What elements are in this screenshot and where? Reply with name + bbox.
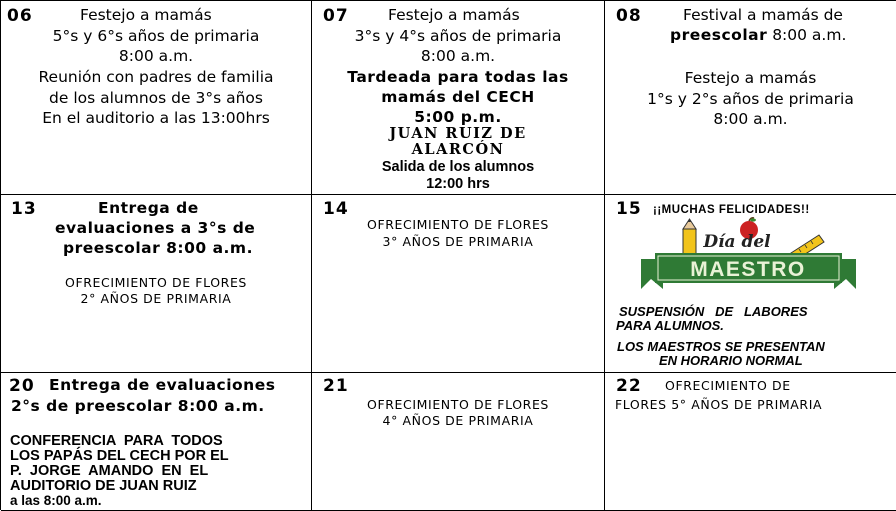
evaluation-time: preescolar 8:00 a.m. <box>63 239 253 257</box>
event-time: 8:00 a.m. <box>713 110 788 128</box>
preescolar-label: preescolar <box>670 26 768 44</box>
meeting-place: En el auditorio a las 13:00hrs <box>42 109 270 127</box>
conference-text: AUDITORIO DE JUAN RUIZ <box>10 478 197 494</box>
event-time: 8:00 a.m. <box>420 47 496 65</box>
conference-text: CONFERENCIA PARA TODOS <box>10 433 223 449</box>
tardeada-text: Tardeada para todas las <box>347 68 569 86</box>
teachers-text: EN HORARIO NORMAL <box>659 353 803 368</box>
day-15-cell <box>605 195 896 373</box>
teachers-text: LOS MAESTROS SE PRESENTAN <box>617 339 825 354</box>
dismissal-text: Salida de los alumnos <box>381 159 535 175</box>
event-title: Festejo a mamás <box>684 69 817 87</box>
dia-del-maestro-banner <box>641 217 856 295</box>
venue-name: JUAN RUIZ DE <box>389 125 527 142</box>
day-06-cell <box>1 1 312 195</box>
event-title: Festejo a mamás <box>388 6 520 24</box>
tardeada-text: mamás del CECH <box>381 88 535 106</box>
flowers-grades: 3° AÑOS DE PRIMARIA <box>382 234 534 249</box>
day-number: 08 <box>616 6 642 26</box>
event-title: Festejo a mamás <box>80 6 212 24</box>
conference-time: a las 8:00 a.m. <box>10 493 102 508</box>
event-grades: 5°s y 6°s años de primaria <box>52 27 260 45</box>
venue-name: ALARCÓN <box>411 141 505 158</box>
banner-main-text: MAESTRO <box>690 258 806 281</box>
day-22-cell <box>605 373 896 511</box>
event-grades: 1°s y 2°s años de primaria <box>647 90 854 108</box>
day-number: 14 <box>323 199 349 219</box>
suspension-text: PARA ALUMNOS. <box>616 318 724 333</box>
day-number: 20 <box>9 376 35 396</box>
evaluation-text: Entrega de evaluaciones <box>49 376 276 394</box>
day-21-cell <box>312 373 605 511</box>
dismissal-time: 12:00 hrs <box>426 176 490 192</box>
evaluation-text: evaluaciones a 3°s de <box>55 219 256 237</box>
festival-title: Festival a mamás de <box>683 6 843 24</box>
flowers-text: OFRECIMIENTO DE FLORES <box>65 275 247 290</box>
suspension-text: SUSPENSIÓN DE LABORES <box>619 304 808 319</box>
tardeada-time: 5:00 p.m. <box>414 108 502 126</box>
day-number: 13 <box>11 199 37 219</box>
flowers-grades: 4° AÑOS DE PRIMARIA <box>382 413 534 428</box>
day-13-cell <box>1 195 312 373</box>
day-14-cell <box>312 195 605 373</box>
pencil-icon <box>683 219 696 257</box>
event-grades: 3°s y 4°s años de primaria <box>354 27 562 45</box>
conference-text: P. JORGE AMANDO EN EL <box>10 463 209 479</box>
festival-detail <box>670 28 846 44</box>
event-time: 8:00 a.m. <box>118 47 194 65</box>
evaluation-text: Entrega de <box>98 199 199 217</box>
greeting-text: ¡¡MUCHAS FELICIDADES!! <box>653 204 810 216</box>
flowers-text: OFRECIMIENTO DE FLORES <box>367 217 549 232</box>
festival-time: 8:00 a.m. <box>772 26 847 44</box>
day-number: 07 <box>323 6 349 26</box>
day-number: 06 <box>7 6 33 26</box>
evaluation-time: 2°s de preescolar 8:00 a.m. <box>11 397 265 415</box>
day-number: 21 <box>323 376 349 396</box>
banner-top-text: Día del <box>703 232 771 252</box>
flowers-grades: FLORES 5° AÑOS DE PRIMARIA <box>615 397 823 412</box>
day-08-cell <box>605 1 896 195</box>
day-07-cell <box>312 1 605 195</box>
meeting-text: de los alumnos de 3°s años <box>49 89 263 107</box>
flowers-text: OFRECIMIENTO DE FLORES <box>367 397 549 412</box>
flowers-grades: 2° AÑOS DE PRIMARIA <box>80 291 232 306</box>
day-number: 15 <box>616 199 642 219</box>
day-20-cell <box>1 373 312 511</box>
flowers-text: OFRECIMIENTO DE <box>665 378 791 393</box>
meeting-text: Reunión con padres de familia <box>38 68 274 86</box>
conference-text: LOS PAPÁS DEL CECH POR EL <box>10 448 229 464</box>
day-number: 22 <box>616 376 642 396</box>
